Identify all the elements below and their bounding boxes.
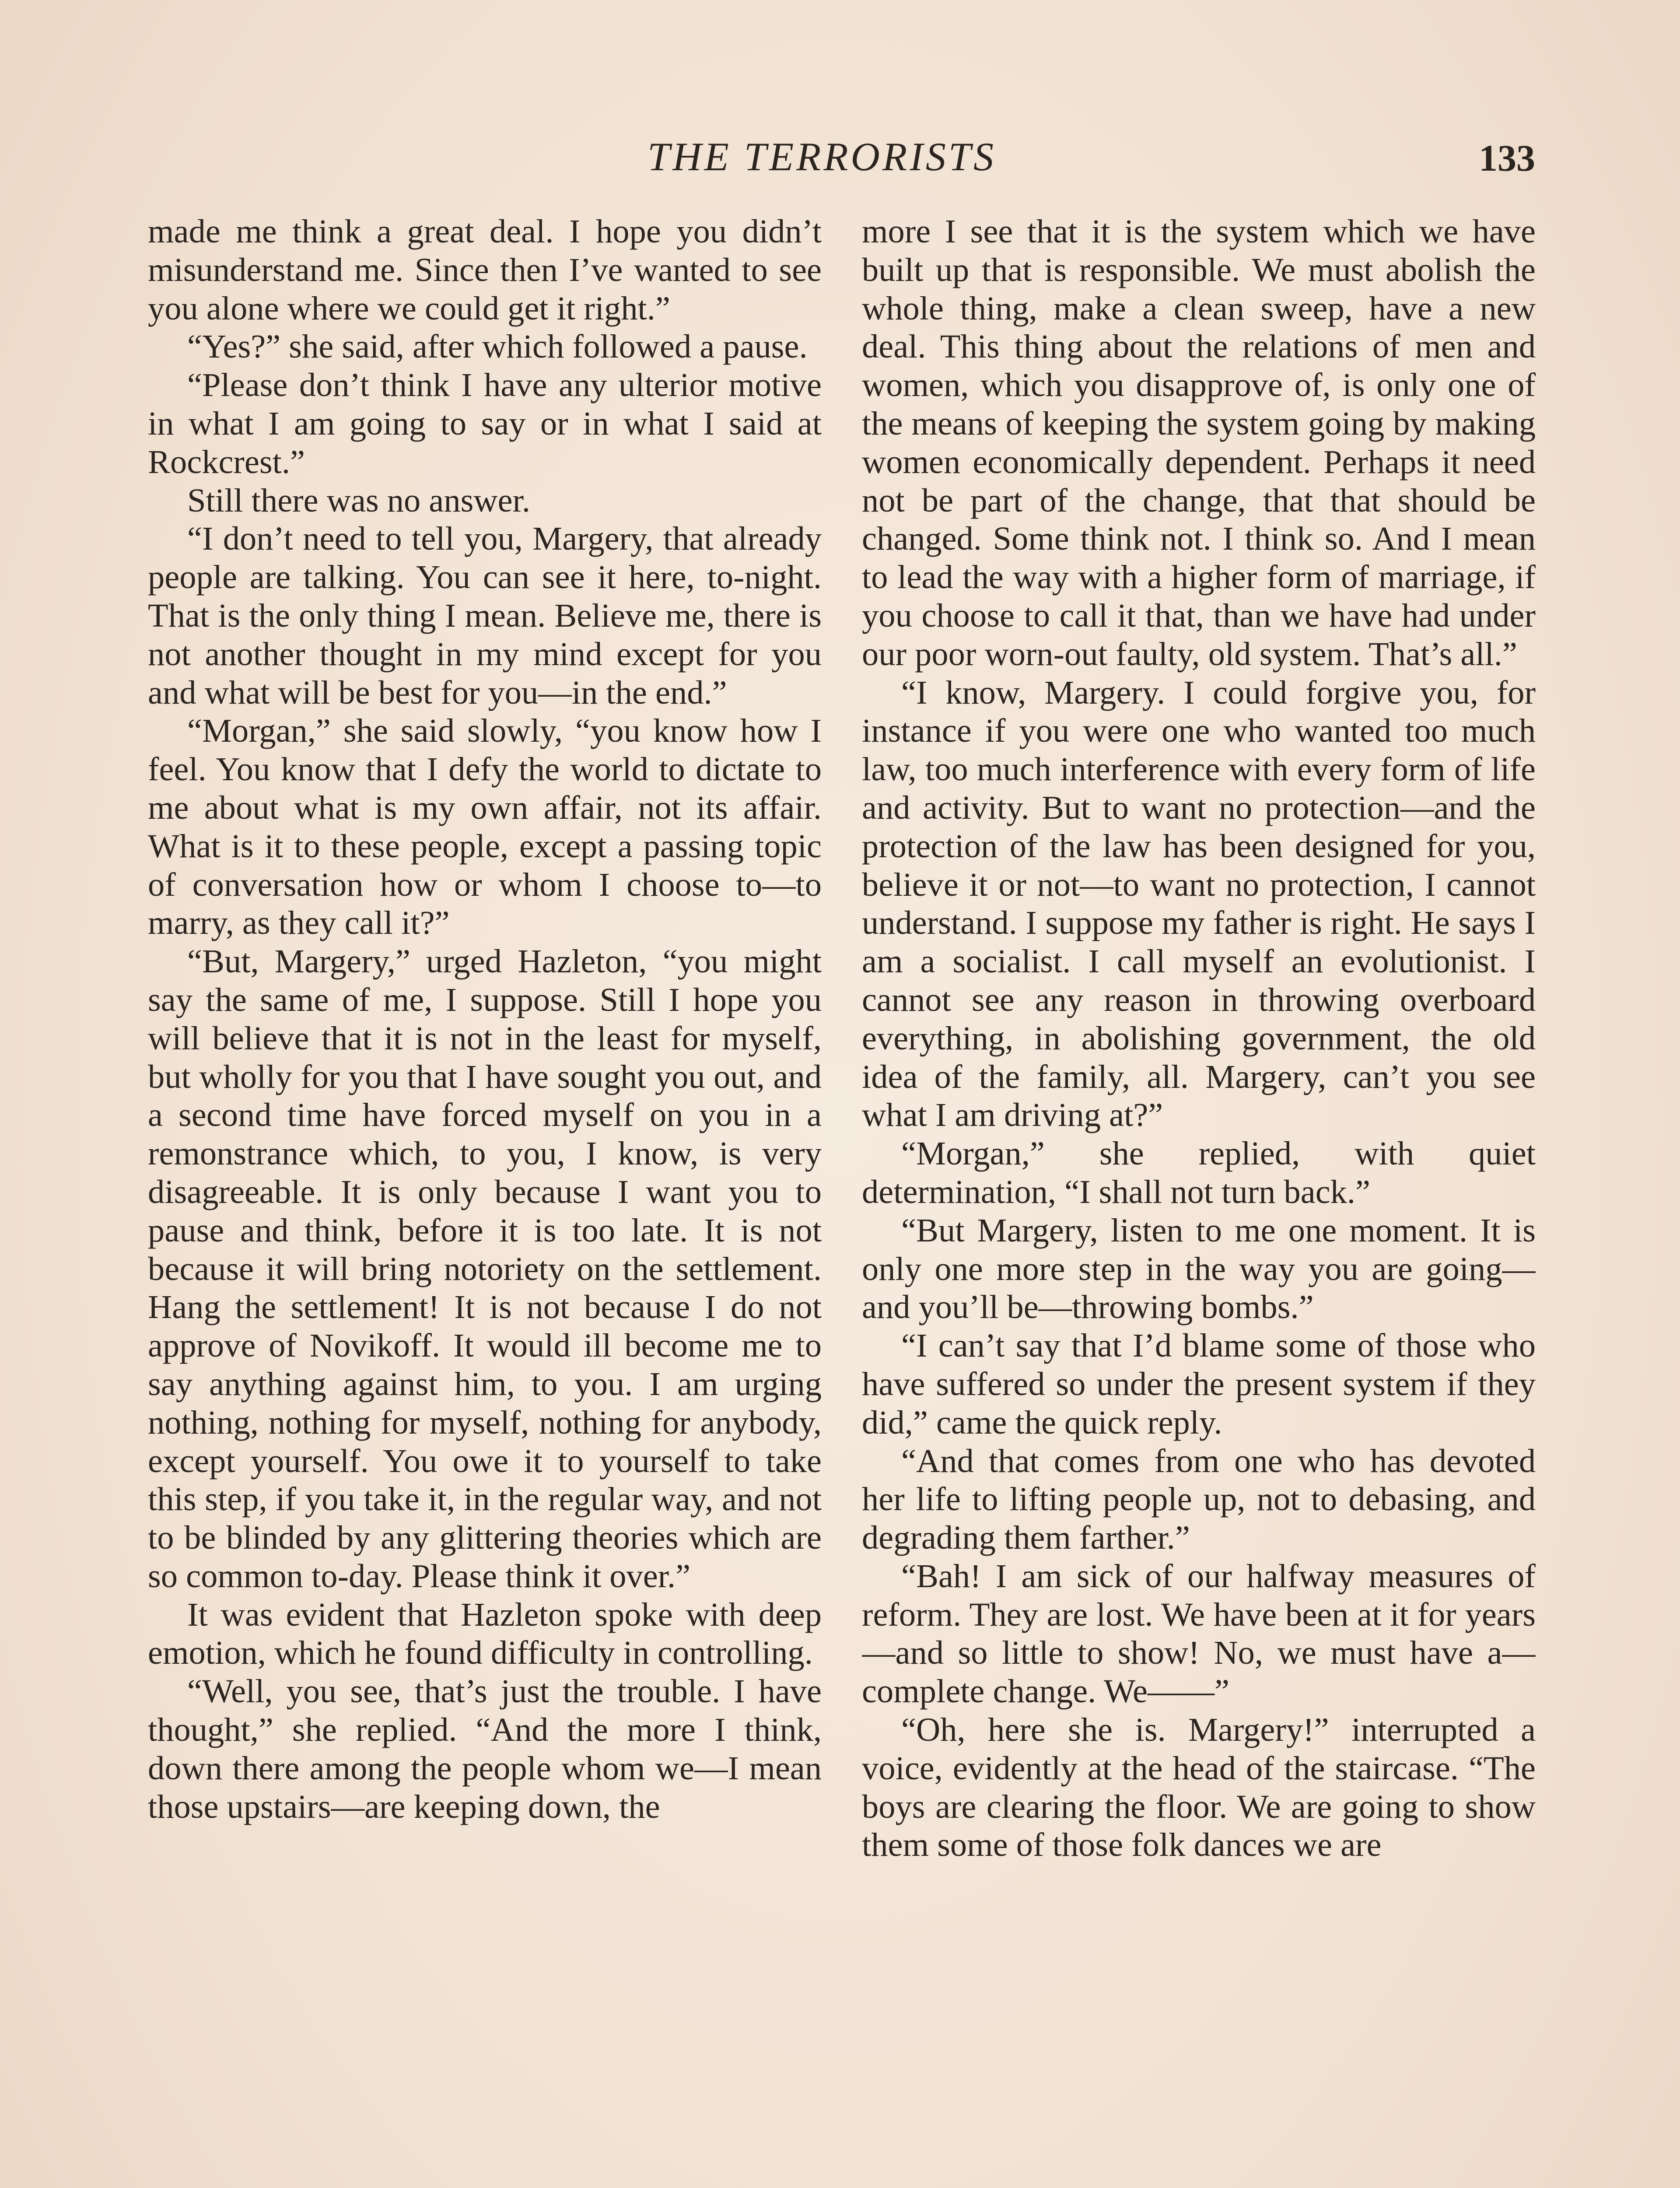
paragraph: made me think a great deal. I hope you didn’t misunderstand me. Since then I’ve wanted to see you alone where we could get it right.” [148,213,822,327]
paragraph: “Well, you see, that’s just the trouble. I have thought,” she replied. “And the more I think, down there among the people whom we—I mean those upstairs—are keeping down, the [148,1673,822,1825]
paragraph: “And that comes from one who has devoted her life to lifting people up, not to debasing, and degrading them farther.” [862,1442,1536,1557]
paragraph: “I don’t need to tell you, Margery, that already people are talking. You can see it here, to-night. That is the only thing I mean. Believe me, there is not another thought in my mind except for you and what will be best for you—in the end.” [148,520,822,711]
paragraph: Still there was no answer. [187,481,530,519]
paragraph: “I know, Margery. I could forgive you, for instance if you were one who wanted too much law, too much interference with every form of life and activity. But to want no protection—and the protection of the law has been designed for you, believe it or not—to want no protection, I cannot understand. I suppose my father is right. He says I am a socialist. I call myself an evolutionist. I cannot see any reason in throwing overboard everything, in abolishing government, the old idea of the family, all. Margery, can’t you see what I am driving at?” [862,673,1536,1134]
paragraph: “Please don’t think I have any ulterior motive in what I am going to say or in what I said at Rockcrest.” [148,366,822,480]
paragraph: “I can’t say that I’d blame some of those who have suffered so under the present system if they did,” came the quick reply. [862,1327,1536,1441]
paragraph: “Oh, here she is. Margery!” interrupted a voice, evidently at the head of the staircase. “The boys are clearing the floor. We are going to show them some of those folk dances we are [862,1711,1536,1864]
paragraph: “Bah! I am sick of our halfway measures of reform. They are lost. We have been at it for years—and so little to show! No, we must have a—complete change. We——” [862,1557,1536,1710]
right-column [862,212,1536,2188]
paragraph: “Morgan,” she replied, with quiet determination, “I shall not turn back.” [862,1135,1536,1210]
paragraph: “Yes?” she said, after which followed a pause. [187,328,808,365]
left-column [148,212,822,2188]
page-header [0,133,1680,182]
running-title: THE TERRORISTS [648,134,996,179]
paragraph: more I see that it is the system which we have built up that is responsible. We must abolish the whole thing, make a clean sweep, have a new deal. This thing about the relations of men and women, which you disapprove of, is only one of the means of keeping the system going by making women economically dependent. Perhaps it need not be part of the change, that that should be changed. Some think not. I think so. And I mean to lead the way with a higher form of marriage, if you choose to call it that, than we have had under our poor worn-out faulty, old system. That’s all.” [862,213,1536,673]
page-number: 133 [1479,137,1535,179]
paragraph: “But Margery, listen to me one moment. It is only one more step in the way you are going—and you’ll be—throwing bombs.” [862,1211,1536,1326]
paragraph: “Morgan,” she said slowly, “you know how I feel. You know that I defy the world to dictate to me about what is my own affair, not its affair. What is it to these people, except a passing topic of conversation how or whom I choose to—to marry, as they call it?” [148,712,822,942]
paragraph: “But, Margery,” urged Hazleton, “you might say the same of me, I suppose. Still I hope you will believe that it is not in the least for myself, but wholly for you that I have sought you out, and a second time have forced myself on you in a remonstrance which, to you, I know, is very disagreeable. It is only because I want you to pause and think, before it is too late. It is not because it will bring notoriety on the settlement. Hang the settlement! It is not because I do not approve of Novikoff. It would ill become me to say anything against him, to you. I am urging nothing, nothing for myself, nothing for anybody, except yourself. You owe it to yourself to take this step, if you take it, in the regular way, and not to be blinded by any glittering theories which are so common to-day. Please think it over.” [148,943,822,1595]
paragraph: It was evident that Hazleton spoke with deep emotion, which he found difficulty in controlling. [148,1595,822,1672]
